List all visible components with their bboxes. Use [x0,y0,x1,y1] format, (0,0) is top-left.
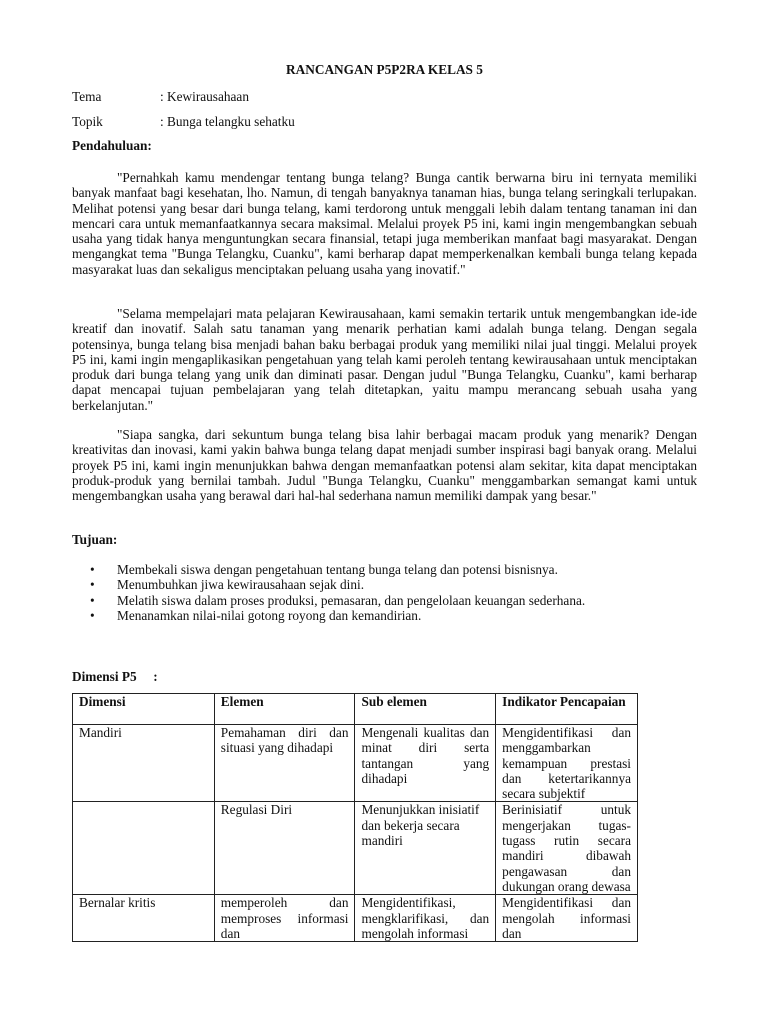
table-cell: Pemahaman diri dan situasi yang dihadapi [214,725,355,802]
tema-value: : Kewirausahaan [160,89,249,104]
topik-row [72,114,295,129]
tujuan-heading: Tujuan: [72,532,118,547]
tema-label: Tema [72,89,102,104]
tema-row [72,89,249,104]
table-cell: Regulasi Diri [214,802,355,895]
document-title: RANCANGAN P5P2RA KELAS 5 [286,62,483,77]
table-header-row [73,694,638,725]
list-item: • Menanamkan nilai-nilai gotong royong dan kemandirian. [72,608,697,623]
table-cell: Mengidentifikasi, mengklarifikasi, dan mengolah informasi [355,895,496,942]
table-row [73,725,638,802]
table-cell: Berinisiatif untuk mengerjakan tugas-tugass rutin secara mandiri dibawah pengawasan dan dukungan orang dewasa [496,802,638,895]
header-dimensi: Dimensi [73,694,215,725]
table-row [73,802,638,895]
table-cell: Menunjukkan inisiatif dan bekerja secara mandiri [355,802,496,895]
table-cell: Mengidentifikasi dan menggambarkan kemampuan prestasi dan ketertarikannya secara subjektif [496,725,638,802]
list-item: • Membekali siswa dengan pengetahuan tentang bunga telang dan potensi bisnisnya. [72,562,697,577]
header-elemen: Elemen [214,694,355,725]
header-indikator: Indikator Pencapaian [496,694,638,725]
table-cell: Mandiri [73,725,215,802]
table-cell [73,802,215,895]
tujuan-list [72,562,697,623]
topik-value: : Bunga telangku sehatku [160,114,295,129]
pendahuluan-heading: Pendahuluan: [72,138,152,153]
table-cell: memperoleh dan memproses informasi dan [214,895,355,942]
dimensi-heading: Dimensi P5 : [72,669,158,684]
pendahuluan-paragraph-1: "Pernahkah kamu mendengar tentang bunga telang? Bunga cantik berwarna biru ini ternyata memiliki banyak manfaat bagi kesehatan, lho. Namun, di tengah banyaknya tanaman hias, bunga telang seringkali terlupakan. Melihat potensi yang besar dari bunga telang, kami terdorong untuk menggali lebih dalam tentang tanaman ini dan mencari cara untuk memanfaatkannya secara maksimal. Melalui proyek P5 ini, kami ingin mengembangkan sebuah usaha yang tidak hanya menguntungkan secara finansial, tetapi juga memberikan manfaat bagi masyarakat. Dengan mengangkat tema "Bunga Telangku, Cuanku", kami berharap dapat memperkenalkan kembali bunga telang kepada masyarakat luas dan sekaligus menciptakan peluang usaha yang inovatif." [72,170,697,277]
table-row [73,895,638,942]
topik-label: Topik [72,114,103,129]
table-cell: Mengidentifikasi dan mengolah informasi dan [496,895,638,942]
pendahuluan-paragraph-3: "Siapa sangka, dari sekuntum bunga telang bisa lahir berbagai macam produk yang menarik? Dengan kreativitas dan inovasi, kami yakin bahwa bunga telang dapat menjadi sumber inspirasi bagi banyak orang. Melalui proyek P5 ini, kami ingin menunjukkan bahwa dengan memanfaatkan potensi alam sekitar, kita dapat menciptakan produk-produk yang bernilai tambah. Judul "Bunga Telangku, Cuanku" menggambarkan semangat kami untuk mengembangkan usaha yang berawal dari hal-hal sederhana namun memiliki dampak yang besar." [72,427,697,504]
pendahuluan-paragraph-2: "Selama mempelajari mata pelajaran Kewirausahaan, kami semakin tertarik untuk mengembangkan ide-ide kreatif dan inovatif. Salah satu tanaman yang menarik perhatian kami adalah bunga telang. Dengan segala potensinya, bunga telang bisa menjadi bahan baku berbagai produk yang memiliki nilai jual tinggi. Melalui proyek P5 ini, kami ingin mengaplikasikan pengetahuan yang telah kami peroleh tentang kewirausahaan untuk menciptakan produk dari bunga telang yang unik dan diminati pasar. Dengan judul "Bunga Telangku, Cuanku", kami berharap dapat mencapai tujuan pembelajaran yang telah ditetapkan, yaitu mampu merancang sebuah usaha yang berkelanjutan." [72,306,697,413]
list-item: • Melatih siswa dalam proses produksi, pemasaran, dan pengelolaan keuangan sederhana. [72,593,697,608]
table-cell: Bernalar kritis [73,895,215,942]
list-item: • Menumbuhkan jiwa kewirausahaan sejak dini. [72,577,697,592]
header-sub-elemen: Sub elemen [355,694,496,725]
table-cell: Mengenali kualitas dan minat diri serta tantangan yang dihadapi [355,725,496,802]
dimensi-table [72,693,638,942]
